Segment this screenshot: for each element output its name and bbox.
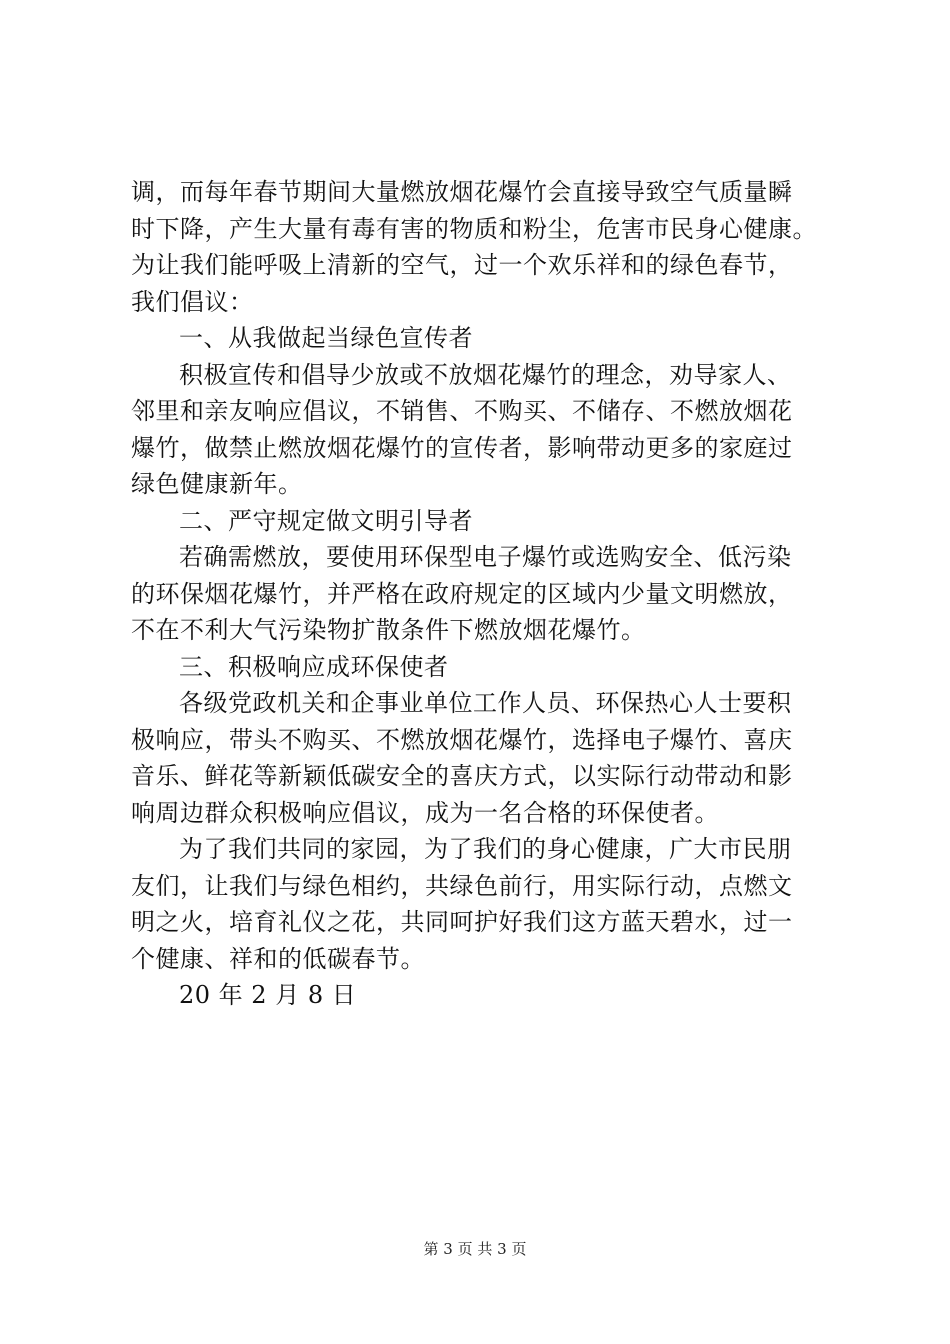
text-line: 爆竹，做禁止燃放烟花爆竹的宣传者，影响带动更多的家庭过 xyxy=(131,433,793,462)
text-line: 若确需燃放，要使用环保型电子爆竹或选购安全、低污染 xyxy=(179,543,792,571)
text-line: 时下降，产生大量有毒有害的物质和粉尘，危害市民身心健康。 xyxy=(131,214,817,243)
text-line: 绿色健康新年。 xyxy=(131,470,303,498)
text-line: 极响应，带头不购买、不燃放烟花爆竹，选择电子爆竹、喜庆 xyxy=(131,725,793,754)
section-heading-2: 二、严守规定做文明引导者 xyxy=(179,506,473,535)
date-line: 20 年 2 月 8 日 xyxy=(179,981,357,1009)
text-line: 为让我们能呼吸上清新的空气，过一个欢乐祥和的绿色春节， xyxy=(131,251,793,279)
page-footer: 第 3 页 共 3 页 xyxy=(423,1240,527,1258)
section-heading-1: 一、从我做起当绿色宣传者 xyxy=(179,324,473,352)
text-line: 各级党政机关和企事业单位工作人员、环保热心人士要积 xyxy=(179,689,792,717)
text-line: 响周边群众积极响应倡议，成为一名合格的环保使者。 xyxy=(131,798,719,827)
document-body xyxy=(131,174,831,1014)
text-line: 明之火，培育礼仪之花，共同呵护好我们这方蓝天碧水，过一 xyxy=(131,908,793,936)
text-line: 调，而每年春节期间大量燃放烟花爆竹会直接导致空气质量瞬 xyxy=(131,178,793,206)
text-line: 的环保烟花爆竹，并严格在政府规定的区域内少量文明燃放， xyxy=(131,579,793,608)
text-line: 友们，让我们与绿色相约，共绿色前行，用实际行动，点燃文 xyxy=(131,871,793,900)
section-heading-3: 三、积极响应成环保使者 xyxy=(179,652,449,681)
text-line: 为了我们共同的家园，为了我们的身心健康，广大市民朋 xyxy=(179,835,792,863)
text-line: 音乐、鲜花等新颖低碳安全的喜庆方式，以实际行动带动和影 xyxy=(131,762,793,790)
text-line: 不在不利大气污染物扩散条件下燃放烟花爆竹。 xyxy=(131,616,646,644)
text-line: 积极宣传和倡导少放或不放烟花爆竹的理念，劝导家人、 xyxy=(179,360,792,389)
text-line: 邻里和亲友响应倡议，不销售、不购买、不储存、不燃放烟花 xyxy=(131,397,793,425)
text-line: 个健康、祥和的低碳春节。 xyxy=(131,944,425,973)
text-line: 我们倡议： xyxy=(131,287,254,316)
